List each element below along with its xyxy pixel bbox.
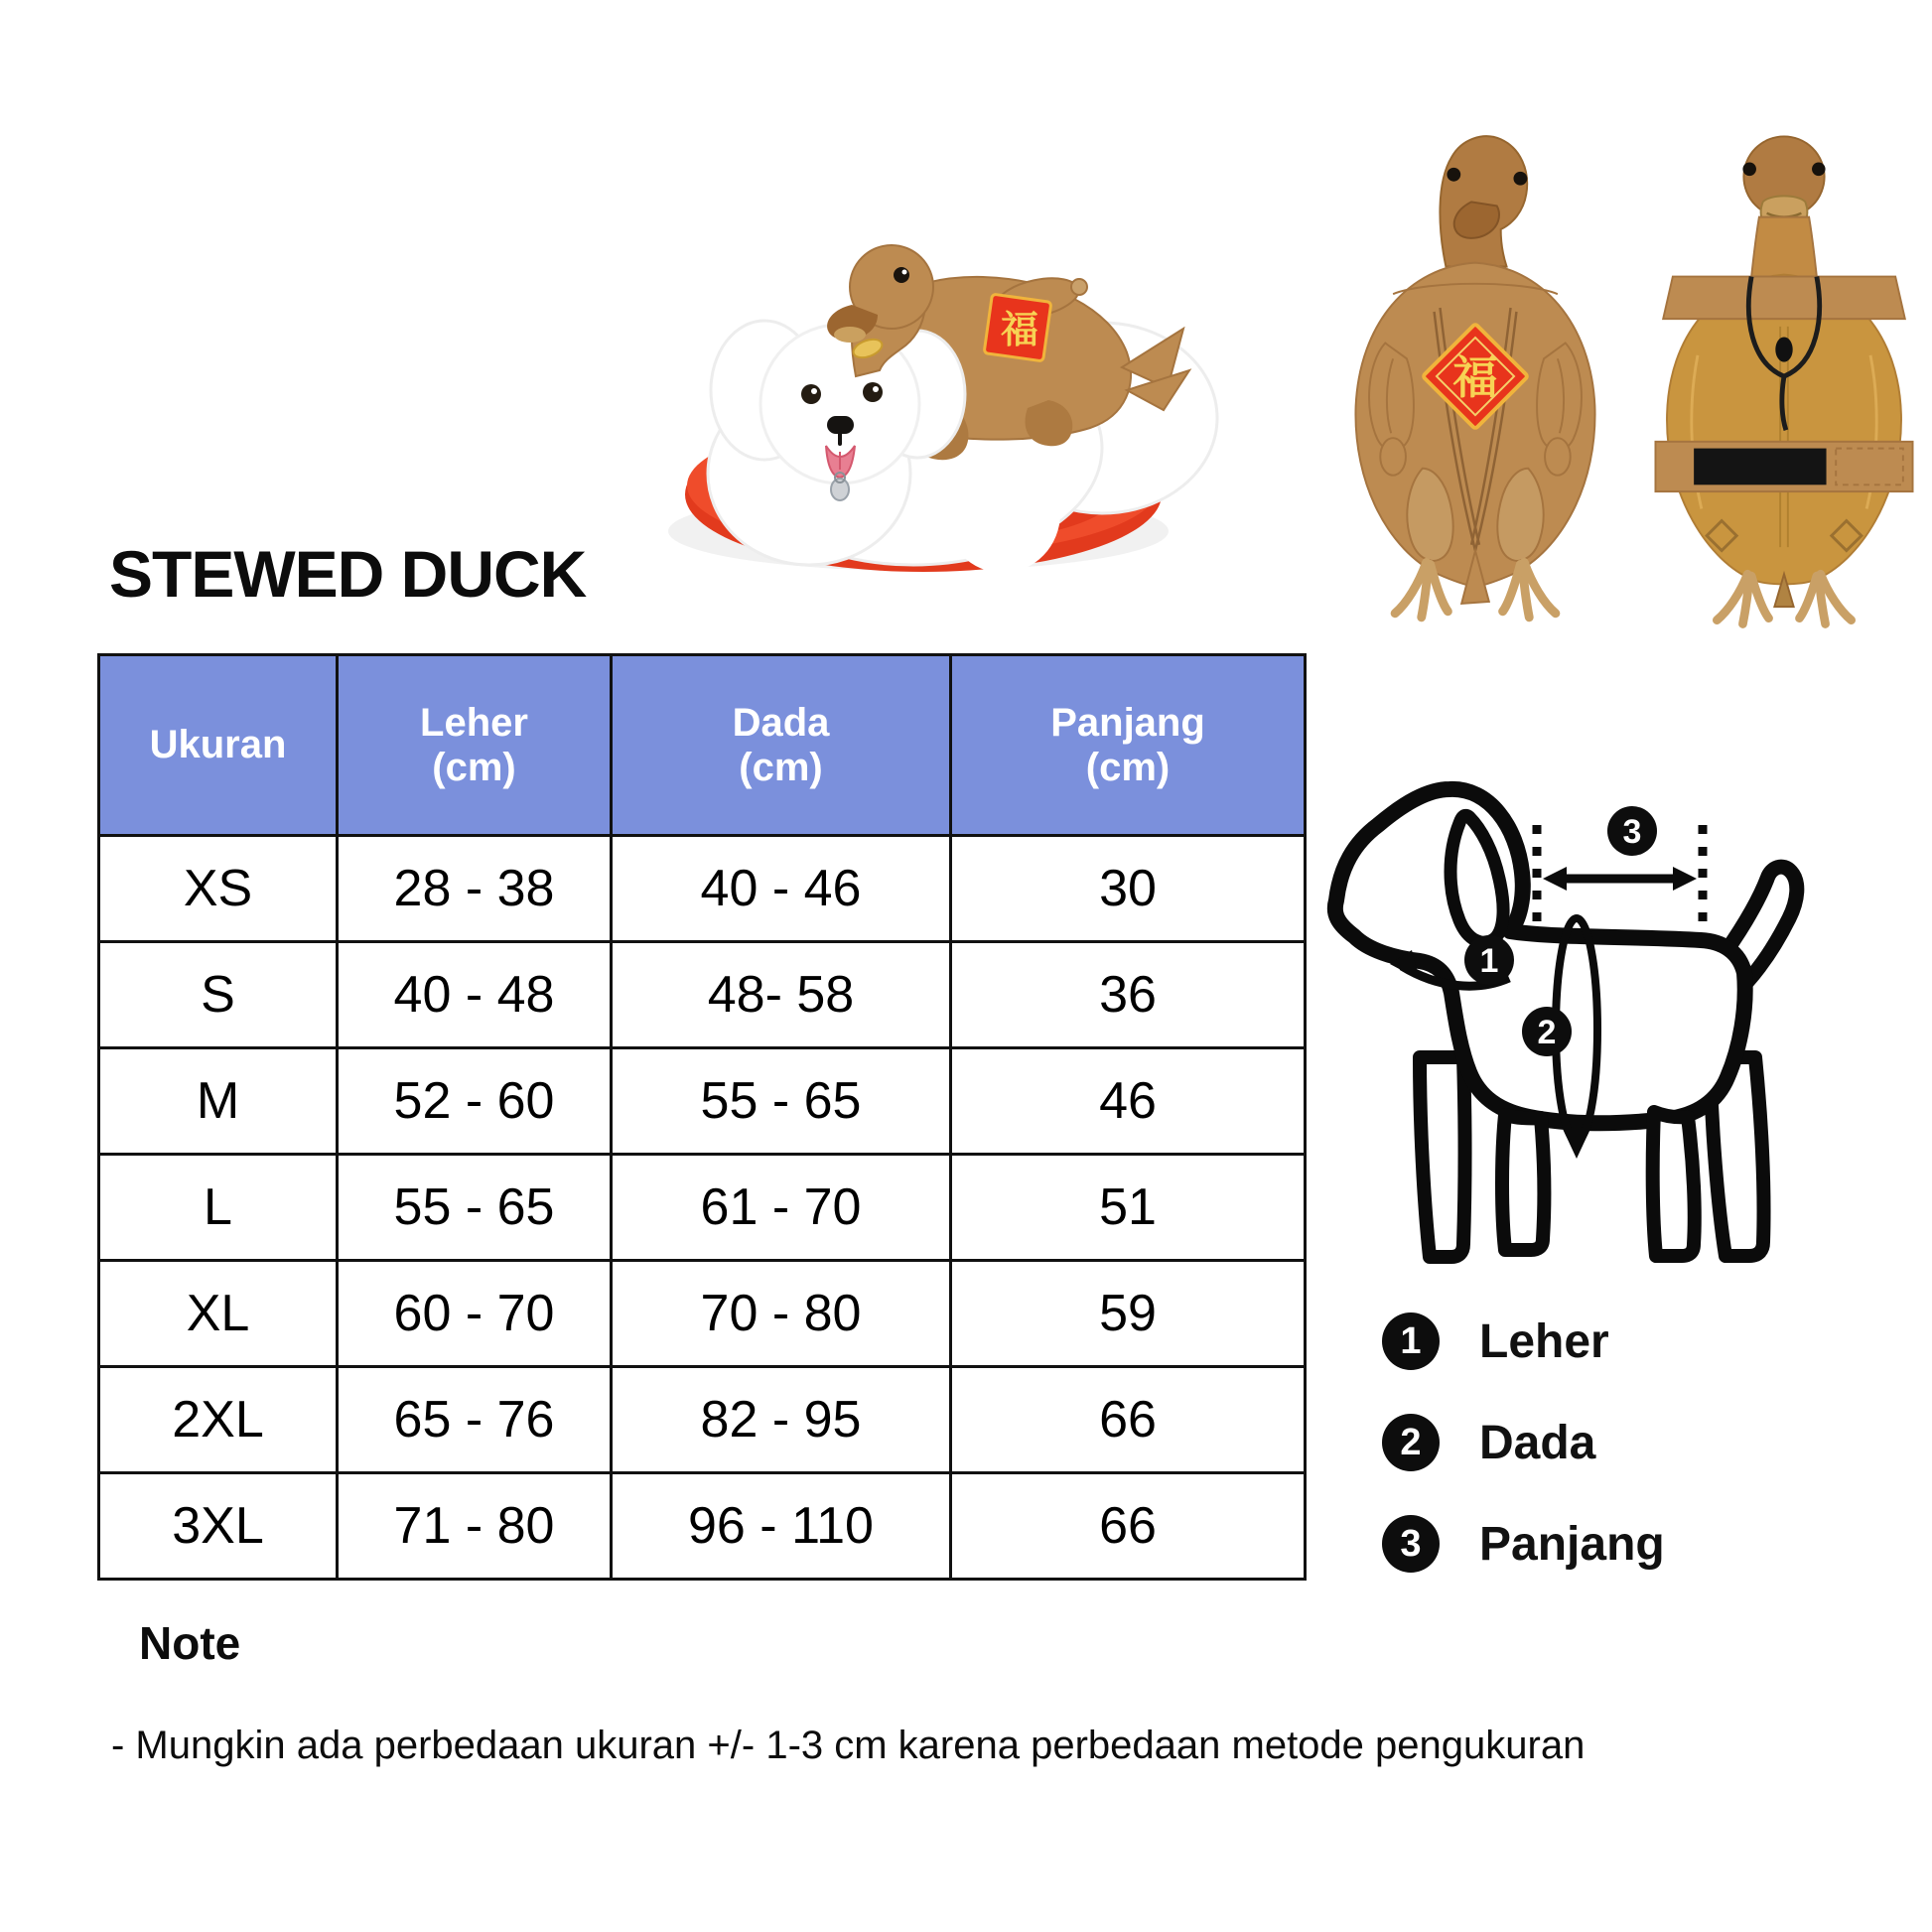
fu-character: 福	[1452, 351, 1498, 403]
cell-size: L	[99, 1155, 338, 1261]
legend-badge-2: 2	[1382, 1414, 1440, 1471]
header-ukuran: Ukuran	[99, 655, 338, 836]
cell-dada: 61 - 70	[612, 1155, 951, 1261]
legend-item-panjang	[1382, 1515, 1665, 1573]
page-title: STEWED DUCK	[109, 537, 587, 611]
costume-back-view	[1640, 117, 1928, 641]
table-row	[99, 836, 1306, 942]
cell-size: S	[99, 942, 338, 1048]
table-row	[99, 1048, 1306, 1155]
cell-dada: 96 - 110	[612, 1473, 951, 1580]
table-header-row	[99, 655, 1306, 836]
header-leher: Leher (cm)	[338, 655, 612, 836]
table-row	[99, 1261, 1306, 1367]
costume-front-view	[1328, 117, 1622, 641]
note-text: - Mungkin ada perbedaan ukuran +/- 1-3 cm karena perbedaan metode pengukuran	[111, 1724, 1586, 1767]
cell-size: 3XL	[99, 1473, 338, 1580]
velcro-strap	[1655, 442, 1912, 491]
product-photo-dog-in-duck-costume	[586, 164, 1241, 581]
header-panjang: Panjang (cm)	[951, 655, 1306, 836]
cell-panjang: 66	[951, 1367, 1306, 1473]
legend-item-leher	[1382, 1312, 1665, 1370]
legend-label: Leher	[1479, 1314, 1609, 1368]
cell-dada: 40 - 46	[612, 836, 951, 942]
size-table	[97, 653, 1307, 1581]
cell-leher: 52 - 60	[338, 1048, 612, 1155]
cell-panjang: 46	[951, 1048, 1306, 1155]
legend-label: Dada	[1479, 1416, 1596, 1469]
cell-leher: 71 - 80	[338, 1473, 612, 1580]
measurement-legend	[1382, 1312, 1665, 1616]
cell-size: XL	[99, 1261, 338, 1367]
table-row	[99, 1367, 1306, 1473]
badge-1: 1	[1479, 942, 1499, 980]
cell-leher: 55 - 65	[338, 1155, 612, 1261]
table-row	[99, 1155, 1306, 1261]
table-row	[99, 1473, 1306, 1580]
cell-panjang: 30	[951, 836, 1306, 942]
header-dada: Dada (cm)	[612, 655, 951, 836]
cell-dada: 55 - 65	[612, 1048, 951, 1155]
cell-leher: 65 - 76	[338, 1367, 612, 1473]
cell-panjang: 36	[951, 942, 1306, 1048]
cell-size: M	[99, 1048, 338, 1155]
cell-dada: 82 - 95	[612, 1367, 951, 1473]
cell-panjang: 66	[951, 1473, 1306, 1580]
cell-dada: 48- 58	[612, 942, 951, 1048]
badge-3: 3	[1622, 813, 1642, 851]
legend-badge-1: 1	[1382, 1312, 1440, 1370]
legend-badge-3: 3	[1382, 1515, 1440, 1573]
legend-label: Panjang	[1479, 1517, 1665, 1571]
table-row	[99, 942, 1306, 1048]
cell-panjang: 59	[951, 1261, 1306, 1367]
cell-leher: 60 - 70	[338, 1261, 612, 1367]
fu-character: 福	[1000, 310, 1039, 351]
cell-leher: 40 - 48	[338, 942, 612, 1048]
badge-2: 2	[1537, 1014, 1557, 1051]
cell-dada: 70 - 80	[612, 1261, 951, 1367]
note-heading: Note	[139, 1617, 241, 1669]
cell-panjang: 51	[951, 1155, 1306, 1261]
cell-size: XS	[99, 836, 338, 942]
dog-measurement-diagram	[1320, 769, 1837, 1271]
cell-leher: 28 - 38	[338, 836, 612, 942]
legend-item-dada	[1382, 1414, 1665, 1471]
cell-size: 2XL	[99, 1367, 338, 1473]
